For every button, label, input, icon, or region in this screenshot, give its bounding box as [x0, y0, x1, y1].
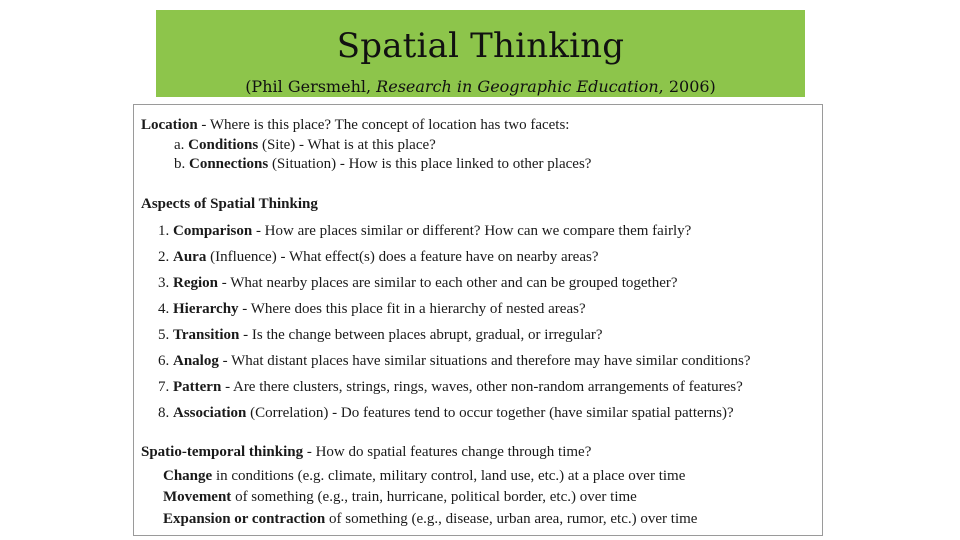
item-term: Association	[173, 405, 247, 421]
item-text: of something (e.g., train, hurricane, political border, etc.) over time	[231, 489, 637, 505]
item-number: 5.	[158, 327, 173, 343]
item-term: Region	[173, 275, 218, 291]
spatiotemporal-line	[141, 443, 591, 461]
item-term: Movement	[163, 489, 232, 505]
item-term: Aura	[173, 249, 207, 265]
item-text: in conditions (e.g. climate, military control, land use, etc.) at a place over time	[212, 468, 686, 484]
item-text: of something (e.g., disease, urban area, rumor, etc.) over time	[325, 511, 698, 527]
spatiotemporal-term: Spatio-temporal thinking	[141, 444, 304, 460]
facet-marker: b.	[174, 156, 189, 172]
item-text: - Are there clusters, strings, rings, waves, other non-random arrangements of features?	[221, 379, 743, 395]
item-number: 6.	[158, 353, 173, 369]
spatiotemporal-text: - How do spatial features change through time?	[303, 444, 592, 460]
location-facet-b	[174, 155, 591, 173]
item-text: (Influence) - What effect(s) does a feature have on nearby areas?	[206, 249, 599, 265]
item-text: (Correlation) - Do features tend to occur together (have similar spatial patterns)?	[246, 405, 734, 421]
item-number: 7.	[158, 379, 173, 395]
item-term: Comparison	[173, 223, 253, 239]
facet-term: Connections	[189, 156, 269, 172]
aspect-item-4	[158, 300, 586, 318]
item-text: - What distant places have similar situations and therefore may have similar conditions?	[218, 353, 751, 369]
slide-title: Spatial Thinking	[336, 26, 625, 66]
aspect-item-6	[158, 352, 751, 370]
aspect-item-5	[158, 326, 603, 344]
subtitle-suffix: , 2006)	[658, 77, 716, 96]
item-text: - Is the change between places abrupt, gradual, or irregular?	[239, 327, 603, 343]
subtitle-prefix: (Phil Gersmehl,	[245, 77, 377, 96]
item-number: 1.	[158, 223, 173, 239]
location-line	[141, 116, 569, 134]
aspect-item-7	[158, 378, 743, 396]
slide-subtitle	[156, 77, 805, 97]
aspect-item-2	[158, 248, 598, 266]
item-number: 3.	[158, 275, 173, 291]
facet-text: (Site) - What is at this place?	[258, 137, 436, 153]
item-text: - What nearby places are similar to each other and can be grouped together?	[218, 275, 678, 291]
aspects-heading: Aspects of Spatial Thinking	[141, 196, 318, 212]
aspect-item-1	[158, 222, 691, 240]
spatiotemporal-item-1	[163, 467, 685, 485]
facet-marker: a.	[174, 137, 189, 153]
spatiotemporal-item-3	[163, 510, 697, 528]
location-text: - Where is this place? The concept of location has two facets:	[197, 117, 570, 133]
spatiotemporal-item-2	[163, 488, 637, 506]
aspect-item-3	[158, 274, 678, 292]
title-banner	[156, 10, 805, 97]
item-term: Pattern	[173, 379, 222, 395]
aspect-item-8	[158, 404, 734, 422]
location-facet-a	[174, 136, 436, 154]
facet-term: Conditions	[188, 137, 259, 153]
item-text: - How are places similar or different? How can we compare them fairly?	[252, 223, 692, 239]
item-number: 2.	[158, 249, 173, 265]
item-term: Change	[163, 468, 213, 484]
item-number: 4.	[158, 301, 173, 317]
item-term: Analog	[173, 353, 219, 369]
item-number: 8.	[158, 405, 173, 421]
facet-text: (Situation) - How is this place linked to other places?	[268, 156, 592, 172]
item-text: - Where does this place fit in a hierarchy of nested areas?	[238, 301, 586, 317]
item-term: Transition	[173, 327, 240, 343]
subtitle-publication: Research in Geographic Education	[376, 77, 659, 96]
item-term: Hierarchy	[173, 301, 239, 317]
item-term: Expansion or contraction	[163, 511, 326, 527]
location-term: Location	[141, 117, 198, 133]
content-panel	[133, 104, 823, 536]
